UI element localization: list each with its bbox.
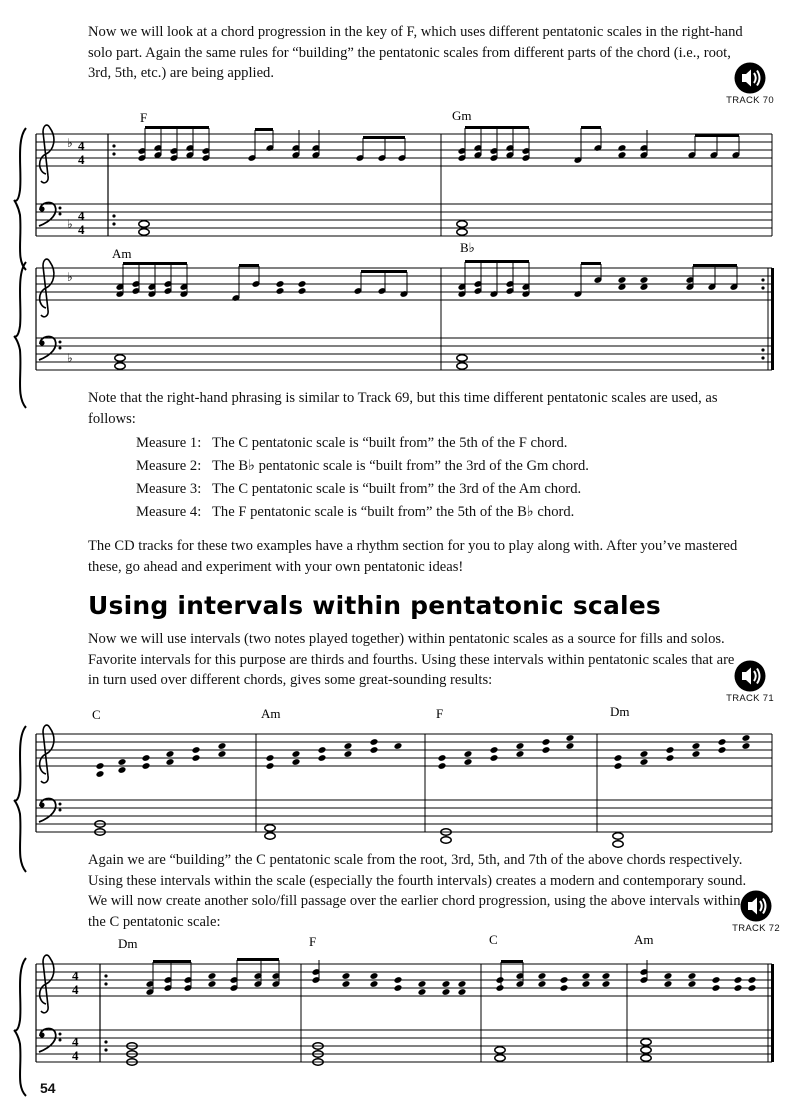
beams — [123, 260, 737, 273]
grand-staff — [14, 240, 774, 408]
example-2 — [14, 704, 772, 872]
track-label: TRACK 71 — [726, 693, 774, 704]
track-label: TRACK 70 — [726, 95, 774, 106]
bass-notes — [127, 1039, 651, 1065]
measure-text: The C pentatonic scale is “built from” the 5th of the F chord. — [212, 435, 568, 451]
measure-text: The B♭ pentatonic scale is “built from” the 3rd of the Gm chord. — [212, 458, 589, 474]
measure-text: The F pentatonic scale is “built from” the 5th of the B♭ chord. — [212, 504, 575, 520]
chord-symbol: F — [309, 934, 317, 949]
intervals-paragraph: Now we will use intervals (two notes played together) within pentatonic scales as a source for fills and solos. Favorite intervals for this purpose are thirds and fourths. Using these intervals within pentatonic scales that are in turn used over different chords, gives some great-sounding results: — [88, 631, 735, 689]
chord-symbol: F — [436, 706, 444, 721]
chord-symbol: Gm — [452, 108, 472, 123]
chord-symbol: B♭ — [460, 240, 475, 255]
treble-notes — [95, 734, 750, 778]
example-3 — [14, 932, 774, 1096]
example-1 — [14, 108, 774, 408]
flat-sign: ♭ — [67, 136, 73, 150]
time-sig-bottom: 4 — [72, 1048, 79, 1063]
measure-label: Measure 3: — [136, 481, 202, 497]
beams — [145, 126, 739, 139]
time-sig-top: 4 — [72, 968, 79, 983]
beams — [153, 958, 523, 963]
flat-sign: ♭ — [67, 270, 73, 284]
time-sig-bottom: 4 — [78, 152, 85, 167]
note-paragraph: Note that the right-hand phrasing is similar to Track 69, but this time different pentatonic scales are used, as follows: — [88, 390, 718, 427]
chord-symbol: C — [489, 932, 498, 947]
cd-paragraph: The CD tracks for these two examples have a rhythm section for you to play along with. After you’ve mastered these, go ahead and experiment with your own pentatonic ideas! — [88, 538, 738, 575]
bass-notes — [95, 821, 623, 847]
measure-label: Measure 4: — [136, 504, 202, 520]
time-sig-bottom: 4 — [78, 222, 85, 237]
chord-symbol: Dm — [610, 704, 630, 719]
again-paragraph: Again we are “building” the C pentatonic scale from the root, 3rd, 5th, and 7th of the above chords respectively. Using these intervals within the scale (especially the fourth intervals) creates a modern and contemporary sound. We will now create another solo/fill passage over the earlier chord progression, using the above intervals within the C pentatonic scale: — [88, 852, 747, 930]
chord-symbol: Am — [112, 246, 132, 261]
treble-notes — [137, 144, 740, 164]
chord-symbol: C — [92, 707, 101, 722]
note-stems — [145, 128, 739, 160]
measure-text: The C pentatonic scale is “built from” the 3rd of the Am chord. — [212, 481, 582, 497]
time-sig-top: 4 — [78, 138, 85, 153]
chord-symbol: Dm — [118, 936, 138, 951]
flat-sign: ♭ — [67, 351, 73, 365]
page-number: 54 — [40, 1080, 56, 1096]
flat-sign: ♭ — [67, 217, 73, 231]
chord-symbol: F — [140, 110, 148, 125]
chord-symbol: Am — [634, 932, 654, 947]
section-heading: Using intervals within pentatonic scales — [88, 591, 662, 620]
measure-label: Measure 1: — [136, 435, 202, 451]
treble-notes — [115, 276, 738, 302]
time-sig-bottom: 4 — [72, 982, 79, 997]
time-sig-top: 4 — [78, 208, 85, 223]
time-sig-top: 4 — [72, 1034, 79, 1049]
track-label: TRACK 72 — [732, 923, 780, 934]
chord-symbol: Am — [261, 706, 281, 721]
measure-label: Measure 2: — [136, 458, 202, 474]
intro-paragraph: Now we will look at a chord progression in the key of F, which uses different pentatonic scales in the right-hand solo part. Again the same rules for “building” the pentatonic scales from different parts of the chord (i.e., root, 3rd, 5th, etc.) are being applied. — [88, 24, 743, 82]
